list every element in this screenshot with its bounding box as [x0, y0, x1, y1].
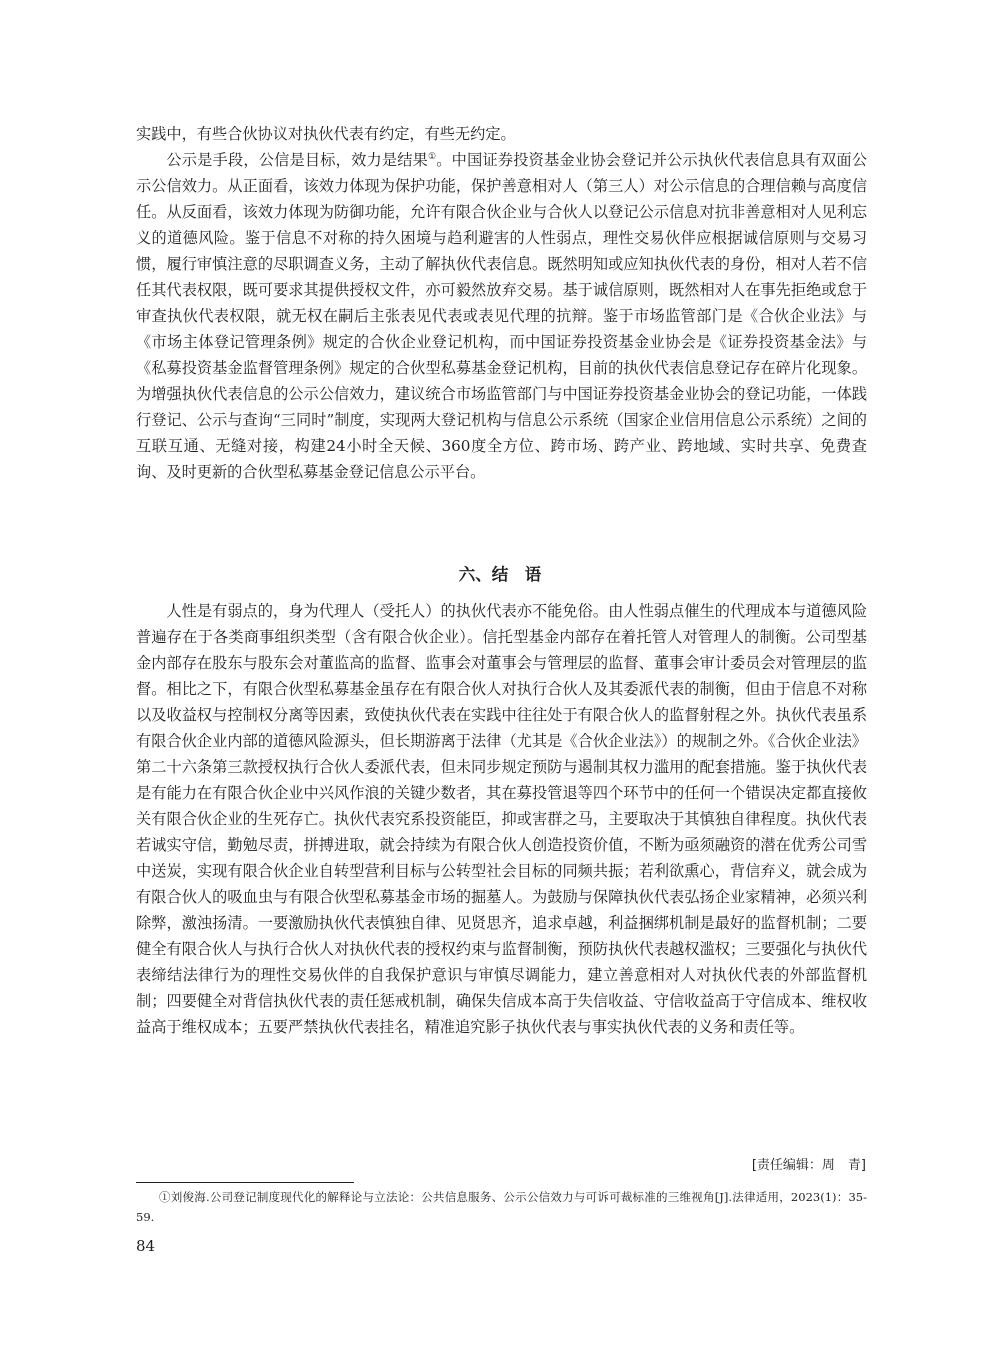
page-number: 84: [136, 1237, 156, 1255]
paragraph-conclusion: 人性是有弱点的，身为代理人（受托人）的执伙代表亦不能免俗。由人性弱点催生的代理成本与道德风险普遍存在于各类商事组织类型（含有限合伙企业）。信托型基金内部存在着托管人对管理人的制衡。公司型基金内部存在股东与股东会对董监高的监督、监事会对董事会与管理层的监督、董事会审计委员会对管理层的监督。相比之下，有限合伙型私募基金虽存在有限合伙人对执行合伙人及其委派代表的制衡，但由于信息不对称以及收益权与控制权分离等因素，致使执伙代表在实践中往往处于有限合伙人的监督射程之外。执伙代表虽系有限合伙企业内部的道德风险源头，但长期游离于法律（尤其是《合伙企业法》）的规制之外。《合伙企业法》第二十六条第三款授权执行合伙人委派代表，但未同步规定预防与遏制其权力滥用的配套措施。鉴于执伙代表是有能力在有限合伙企业中兴风作浪的关键少数者，其在募投管退等四个环节中的任何一个错误决定都直接攸关有限合伙企业的生死存亡。执伙代表究系投资能臣，抑或害群之马，主要取决于其慎独自律程度。执伙代表若诚实守信，勤勉尽责，拼搏进取，就会持续为有限合伙人创造投资价值，不断为亟须融资的潜在优秀公司雪中送炭，实现有限合伙企业自转型营利目标与公转型社会目标的同频共振；若利欲熏心，背信弃义，就会成为有限合伙人的吸血虫与有限合伙型私募基金市场的掘墓人。为鼓励与保障执伙代表弘扬企业家精神，必须兴利除弊，激浊扬清。一要激励执伙代表慎独自律、见贤思齐，追求卓越，利益捆绑机制是最好的监督机制；二要健全有限合伙人与执行合伙人对执伙代表的授权约束与监督制衡，预防执伙代表越权滥权；三要强化与执伙代表缔结法律行为的理性交易伙伴的自我保护意识与审慎尽调能力，建立善意相对人对执伙代表的外部监督机制；四要健全对背信执伙代表的责任惩戒机制，确保失信成本高于失信收益、守信收益高于守信成本、维权收益高于维权成本；五要严禁执伙代表挂名，精准追究影子执伙代表与事实执伙代表的义务和责任等。: [136, 602, 867, 1036]
paragraph-text-rest: 。中国证券投资基金业协会登记并公示执伙代表信息具有双面公示公信效力。从正面看，该效力体现为保护功能，保护善意相对人（第三人）对公示信息的合理信赖与高度信任。从反面看，该效力体现为防御功能，允许有限合伙企业与合伙人以登记公示信息对抗非善意相对人见利忘义的道德风险。鉴于信息不对称的持久困境与趋利避害的人性弱点，理性交易伙伴应根据诚信原则与交易习惯，履行审慎注意的尽职调查义务，主动了解执伙代表信息。既然明知或应知执伙代表的身份，相对人若不信任其代表权限，既可要求其提供授权文件，亦可毅然放弃交易。基于诚信原则，既然相对人在事先拒绝或怠于审查执伙代表权限，就无权在嗣后主张表见代表或表见代理的抗辩。鉴于市场监管部门是《合伙企业法》与《市场主体登记管理条例》规定的合伙企业登记机构，而中国证券投资基金业协会是《证券投资基金法》与《私募投资基金监督管理条例》规定的合伙型私募基金登记机构，目前的执伙代表信息登记存在碎片化现象。为增强执伙代表信息的公示公信效力，建议统合市场监管部门与中国证券投资基金业协会的登记功能，一体践行登记、公示与查询“三同时”制度，实现两大登记机构与信息公示系统（国家企业信用信息公示系统）之间的互联互通、无缝对接，构建24小时全天候、360度全方位、跨市场、跨产业、跨地域、实时共享、免费查询、及时更新的合伙型私募基金登记信息公示平台。: [136, 151, 868, 481]
editor-credit: [责任编辑：周 青]: [751, 1158, 866, 1173]
paragraph-continuation: 实践中，有些合伙协议对执伙代表有约定，有些无约定。: [136, 125, 516, 143]
footnote-divider: [136, 1182, 354, 1183]
section-heading-conclusion: 六、结 语: [458, 565, 542, 584]
paragraph-text-lead: 公示是手段，公信是目标，效力是结果: [166, 151, 429, 169]
footnote-marker[interactable]: ①: [428, 151, 437, 162]
paragraph-disclosure-effect: [136, 147, 867, 485]
footnote: ①刘俊海.公司登记制度现代化的解释论与立法论：公共信息服务、公示公信效力与可诉可裁标准的三维视角[J].法律适用，2023(1)：35-59.: [136, 1190, 867, 1224]
